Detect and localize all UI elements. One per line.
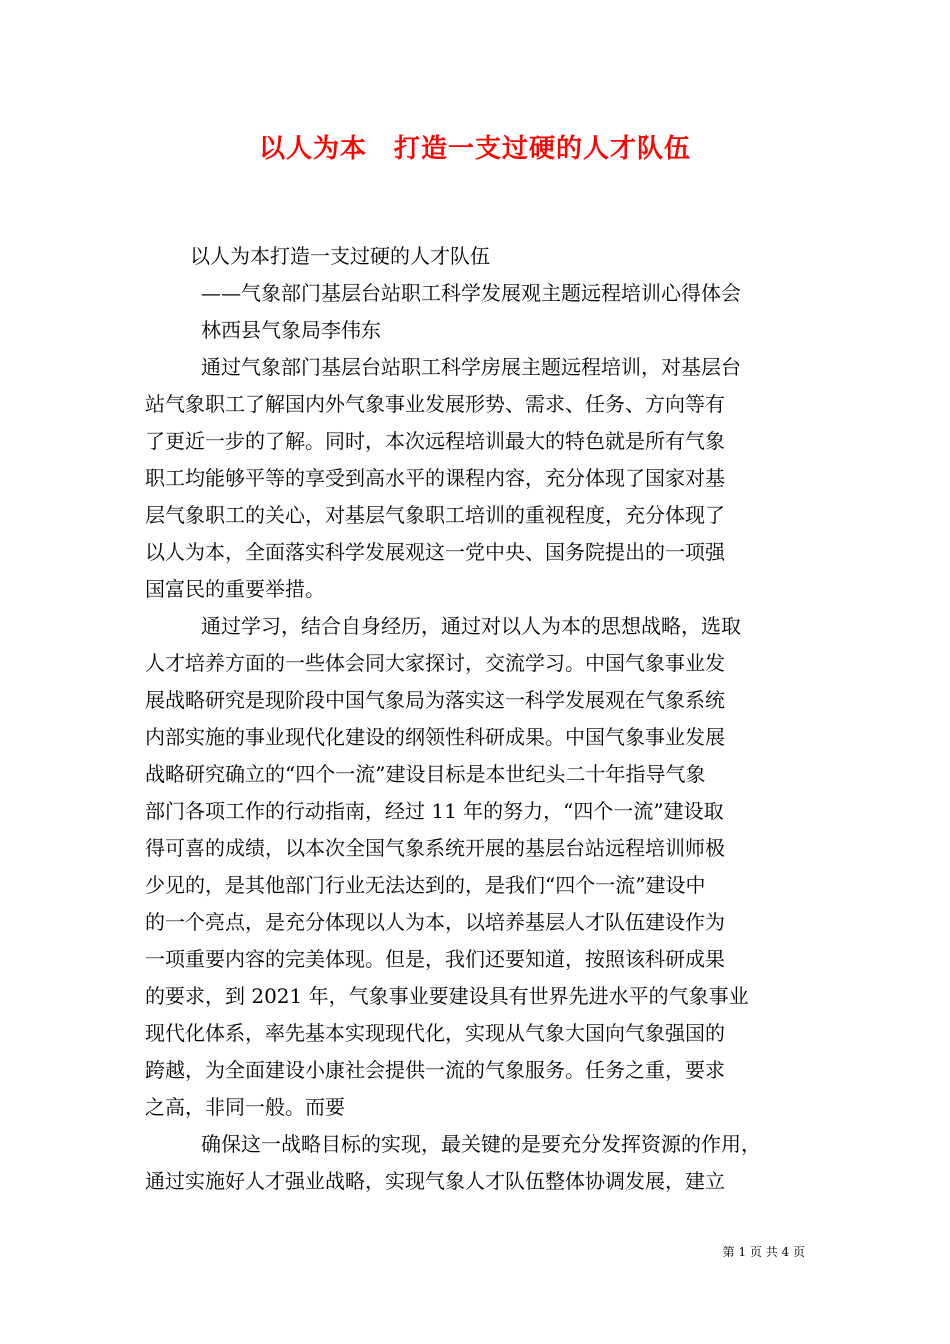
paragraph-line: 站气象职工了解国内外气象事业发展形势、需求、任务、方向等有 <box>145 392 725 416</box>
paragraph-line: 展战略研究是现阶段中国气象局为落实这一科学发展观在气象系统 <box>145 688 725 712</box>
paragraph-line: 部门各项工作的行动指南，经过 11 年的努力，“四个一流”建设取 <box>145 799 724 823</box>
paragraph-line: 之高，非同一般。而要 <box>145 1095 345 1119</box>
paragraph-line: 国富民的重要举措。 <box>145 577 325 601</box>
article-header-title: 以人为本打造一支过硬的人才队伍 <box>190 244 490 268</box>
paragraph-line: 通过气象部门基层台站职工科学房展主题远程培训，对基层台 <box>201 355 741 379</box>
paragraph-line: 的要求，到 2021 年，气象事业要建设具有世界先进水平的气象事业 <box>145 984 749 1008</box>
paragraph-line: 内部实施的事业现代化建设的纲领性科研成果。中国气象事业发展 <box>145 725 725 749</box>
paragraph-line: 通过实施好人才强业战略，实现气象人才队伍整体协调发展，建立 <box>145 1169 725 1193</box>
paragraph-1 <box>145 349 810 608</box>
paragraph-line: 少见的，是其他部门行业无法达到的，是我们“四个一流”建设中 <box>145 873 706 897</box>
paragraph-line: 人才培养方面的一些体会同大家探讨，交流学习。中国气象事业发 <box>145 651 725 675</box>
paragraph-line: 了更近一步的了解。同时，本次远程培训最大的特色就是所有气象 <box>145 429 725 453</box>
paragraph-line: 战略研究确立的“四个一流”建设目标是本世纪头二十年指导气象 <box>145 762 706 786</box>
paragraph-line: 得可喜的成绩，以本次全国气象系统开展的基层台站远程培训师极 <box>145 836 725 860</box>
paragraph-line: 现代化体系，率先基本实现现代化，实现从气象大国向气象强国的 <box>145 1021 725 1045</box>
article-subtitle: ——气象部门基层台站职工科学发展观主题远程培训心得体会 <box>201 281 741 305</box>
paragraph-line: 层气象职工的关心，对基层气象职工培训的重视程度，充分体现了 <box>145 503 725 527</box>
paragraph-line: 以人为本，全面落实科学发展观这一党中央、国务院提出的一项强 <box>145 540 725 564</box>
article-author: 林西县气象局李伟东 <box>201 318 381 342</box>
paragraph-line: 确保这一战略目标的实现，最关键的是要充分发挥资源的作用， <box>201 1132 761 1156</box>
document-body <box>145 238 810 1200</box>
page-title: 以人为本 打造一支过硬的人才队伍 <box>258 134 691 164</box>
paragraph-line: 的一个亮点，是充分体现以人为本，以培养基层人才队伍建设作为 <box>145 910 725 934</box>
paragraph-line: 通过学习，结合自身经历，通过对以人为本的思想战略，选取 <box>201 614 741 638</box>
paragraph-line: 职工均能够平等的享受到高水平的课程内容，充分体现了国家对基 <box>145 466 725 490</box>
page-number: 第 1 页 共 4 页 <box>722 1245 805 1259</box>
paragraph-line: 一项重要内容的完美体现。但是，我们还要知道，按照该科研成果 <box>145 947 725 971</box>
paragraph-3 <box>145 1126 810 1200</box>
paragraph-line: 跨越，为全面建设小康社会提供一流的气象服务。任务之重，要求 <box>145 1058 725 1082</box>
paragraph-2 <box>145 608 810 1126</box>
